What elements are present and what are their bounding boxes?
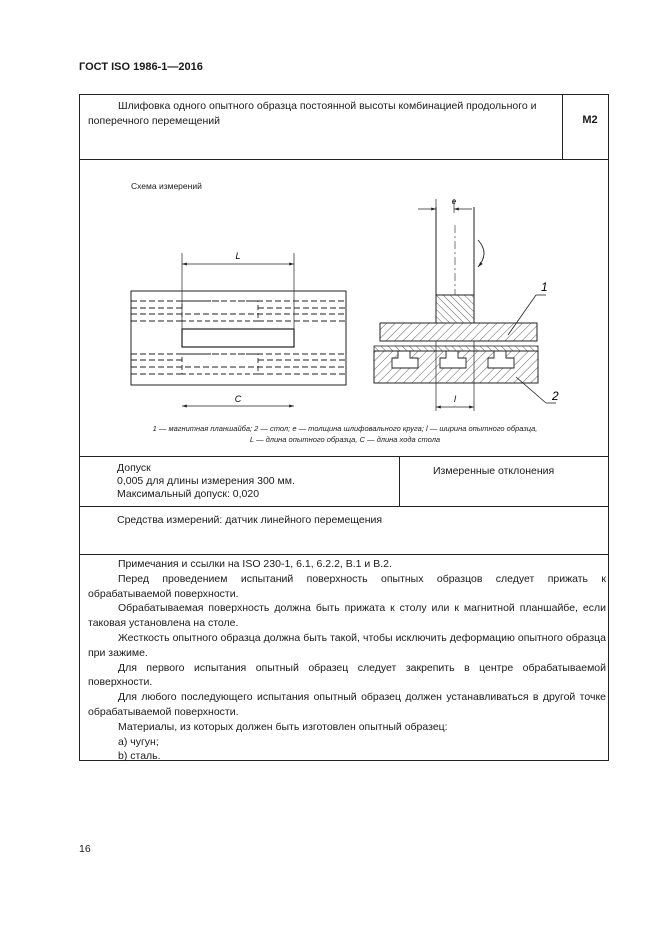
- test-piece-section: [380, 323, 537, 341]
- label-L: L: [235, 251, 241, 261]
- note-paragraph-4: Для первого испытания опытный образец следует закрепить в центре обрабатываемой поверхности.: [88, 661, 606, 689]
- divider-diagram: [80, 456, 608, 457]
- divider-means: [80, 554, 608, 555]
- notes-block: [88, 557, 606, 764]
- tolerance-value: 0,005 для длины измерения 300 мм.: [117, 475, 295, 487]
- divider-deviations: [399, 456, 400, 506]
- test-title: Шлифовка одного опытного образца постоянной высоты комбинацией продольного и поперечного перемещений: [88, 100, 537, 127]
- note-paragraph-2: Обрабатываемая поверхность должна быть прижата к столу или к магнитной планшайбе, если таковая установлена на столе.: [88, 602, 606, 630]
- note-paragraph-5: Для любого последующего испытания опытный образец должен устанавливаться в другой точке обрабатываемой поверхности.: [88, 691, 606, 718]
- note-paragraph-1: Перед проведением испытаний поверхность опытных образцов следует прижать к обрабатываемой поверхности.: [88, 572, 606, 600]
- callout-1: 1: [541, 280, 548, 294]
- standard-header: ГОСТ ISO 1986-1—2016: [79, 61, 203, 73]
- diagram-legend: [80, 423, 610, 445]
- tolerance-block: [117, 462, 295, 501]
- page-number: 16: [79, 843, 91, 855]
- legend-line-1: 1 — магнитная планшайба; 2 — стол; e — толщина шлифовального круга; l — ширина опытного образца,: [152, 424, 538, 433]
- dimension-e: [418, 199, 472, 213]
- divider-tolerance: [80, 506, 608, 507]
- callout-2: 2: [552, 389, 559, 403]
- material-cast-iron: a) чугун;: [118, 735, 159, 748]
- measured-deviations-label: Измеренные отклонения: [433, 465, 555, 477]
- tolerance-heading: Допуск: [117, 462, 151, 474]
- notes-refs: Примечания и ссылки на ISO 230-1, 6.1, 6.2.2, B.1 и B.2.: [118, 558, 392, 570]
- measuring-means: Средства измерений: датчик линейного перемещения: [117, 514, 383, 526]
- material-steel: b) сталь.: [118, 750, 161, 763]
- table-plan-view: [131, 291, 346, 385]
- tolerance-max: Максимальный допуск: 0,020: [117, 488, 260, 500]
- table-section: [374, 351, 538, 383]
- test-code: M2: [582, 114, 598, 126]
- magnetic-chuck-section: [374, 346, 538, 351]
- label-e: e: [451, 197, 457, 206]
- label-C: C: [234, 394, 242, 404]
- diagram-caption: Схема измерений: [131, 181, 202, 191]
- measurement-diagram: [80, 95, 610, 425]
- note-paragraph-3: Жесткость опытного образца должна быть такой, чтобы исключить деформацию опытного образца при зажиме.: [88, 631, 606, 659]
- test-sheet-frame: [79, 94, 609, 761]
- note-paragraph-6: Материалы, из которых должен быть изготовлен опытный образец:: [118, 720, 448, 733]
- label-l: l: [454, 394, 456, 404]
- legend-line-2: L — длина опытного образца, C — длина хода стола: [249, 435, 441, 444]
- grinding-wheel: [436, 207, 484, 323]
